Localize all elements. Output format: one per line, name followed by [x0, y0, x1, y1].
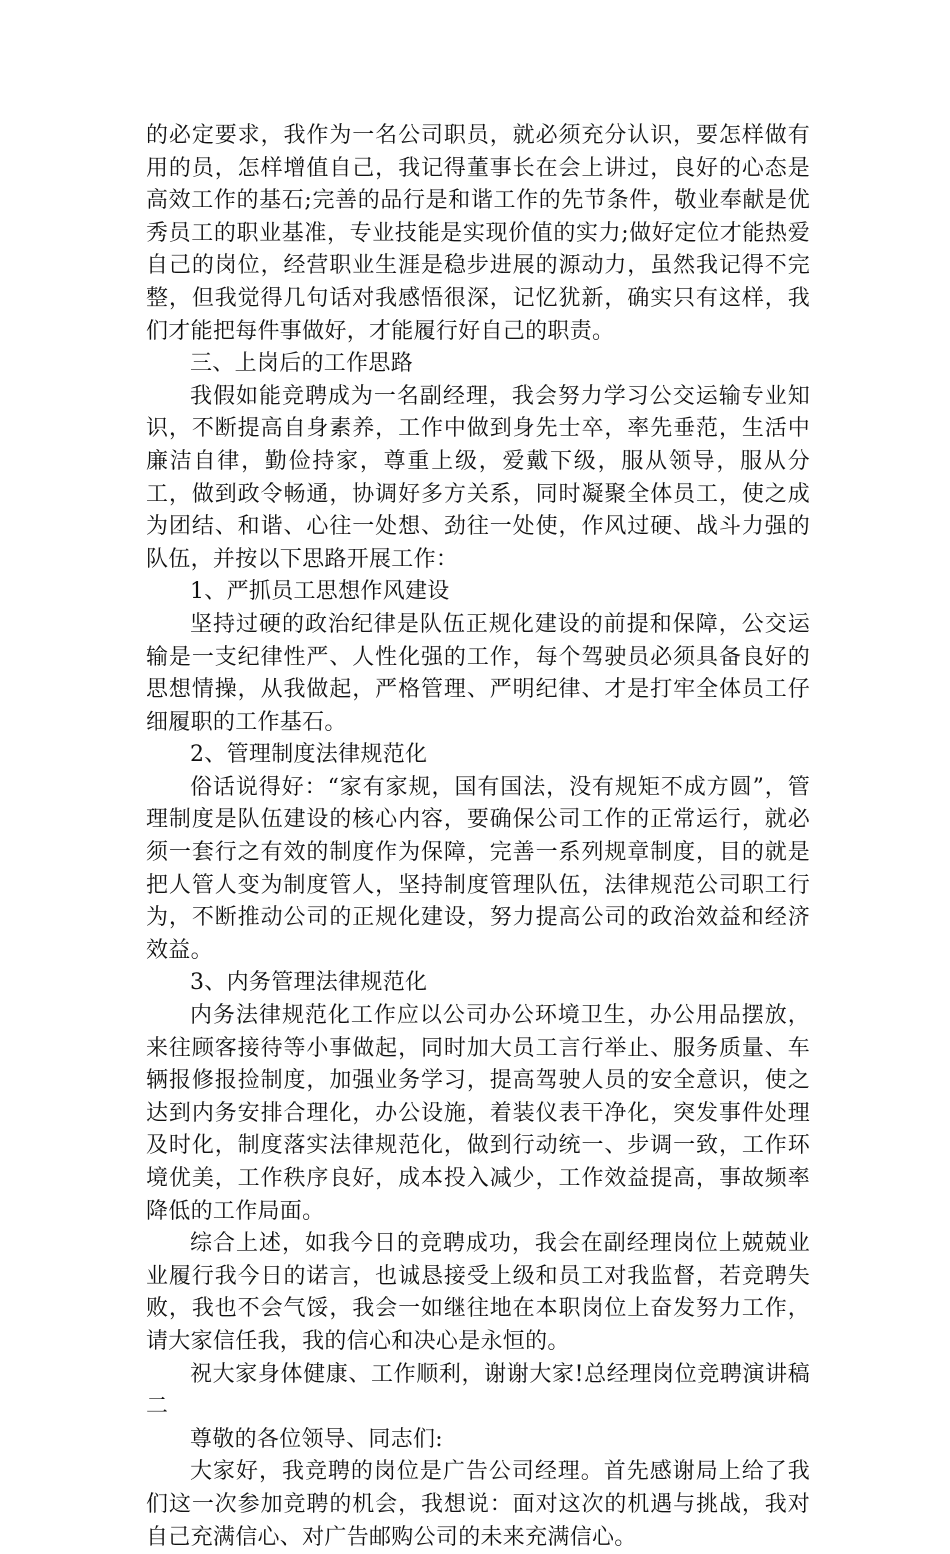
paragraph-work-plan: 我假如能竞聘成为一名副经理，我会努力学习公交运输专业知识，不断提高自身素养，工作中做到身先士卒，率先垂范，生活中廉洁自律，勤俭持家，尊重上级，爱戴下级，服从领导，服从分工，做到政令畅通，协调好多方关系，同时凝聚全体员工，使之成为团结、和谐、心往一处想、劲往一处使，作风过硬、战斗力强的队伍，并按以下思路开展工作：	[146, 383, 810, 572]
document-body	[146, 120, 810, 1554]
paragraph-continuation: 的必定要求，我作为一名公司职员，就必须充分认识，要怎样做有用的员，怎样增值自己，我记得董事长在会上讲过，良好的心态是高效工作的基石;完善的品行是和谐工作的先节条件，敬业奉献是优秀员工的职业基准，专业技能是实现价值的实力;做好定位才能热爱自己的岗位，经营职业生涯是稳步进展的源动力，虽然我记得不完整，但我觉得几句话对我感悟很深，记忆犹新，确实只有这样，我们才能把每件事做好，才能履行好自己的职责。	[146, 123, 810, 344]
paragraph-management-system: 俗话说得好：“家有家规，国有国法，没有规矩不成方圆”，管理制度是队伍建设的核心内容，要确保公司工作的正常运行，就必须一套行之有效的制度作为保障，完善一系列规章制度，目的就是把人管人变为制度管人，坚持制度管理队伍，法律规范公司职工行为，不断推动公司的正规化建设，努力提高公司的政治效益和经济效益。	[146, 774, 810, 963]
subheading-1: 1、严抓员工思想作风建设	[190, 579, 450, 605]
subheading-2: 2、管理制度法律规范化	[190, 742, 428, 768]
section-heading-work-ideas: 三、上岗后的工作思路	[190, 351, 414, 377]
paragraph-discipline: 坚持过硬的政治纪律是队伍正规化建设的前提和保障，公交运输是一支纪律性严、人性化强的工作，每个驾驶员必须具备良好的思想情操，从我做起，严格管理、严明纪律、才是打牢全体员工仔细履职的工作基石。	[146, 611, 810, 735]
paragraph-summary: 综合上述，如我今日的竞聘成功，我会在副经理岗位上兢兢业业履行我今日的诺言，也诚恳接受上级和员工对我监督，若竞聘失败，我也不会气馁，我会一如继往地在本职岗位上奋发努力工作，请大家信任我，我的信心和决心是永恒的。	[146, 1231, 810, 1354]
paragraph-salutation: 尊敬的各位领导、同志们:	[190, 1426, 444, 1452]
paragraph-opening: 大家好，我竞聘的岗位是广告公司经理。首先感谢局上给了我们这一次参加竞聘的机会，我想说：面对这次的机遇与挑战，我对自己充满信心、对广告邮购公司的未来充满信心。	[146, 1459, 810, 1550]
paragraph-closing: 祝大家身体健康、工作顺利，谢谢大家!总经理岗位竞聘演讲稿二	[146, 1361, 810, 1420]
paragraph-internal-affairs: 内务法律规范化工作应以公司办公环境卫生，办公用品摆放，来往顾客接待等小事做起，同时加大员工言行举止、服务质量、车辆报修报捡制度，加强业务学习，提高驾驶人员的安全意识，使之达到内务安排合理化，办公设施，着装仪表干净化，突发事件处理及时化，制度落实法律规范化，做到行动统一、步调一致，工作环境优美，工作秩序良好，成本投入减少，工作效益提高，事故频率降低的工作局面。	[146, 1003, 810, 1224]
subheading-3: 3、内务管理法律规范化	[190, 970, 428, 996]
